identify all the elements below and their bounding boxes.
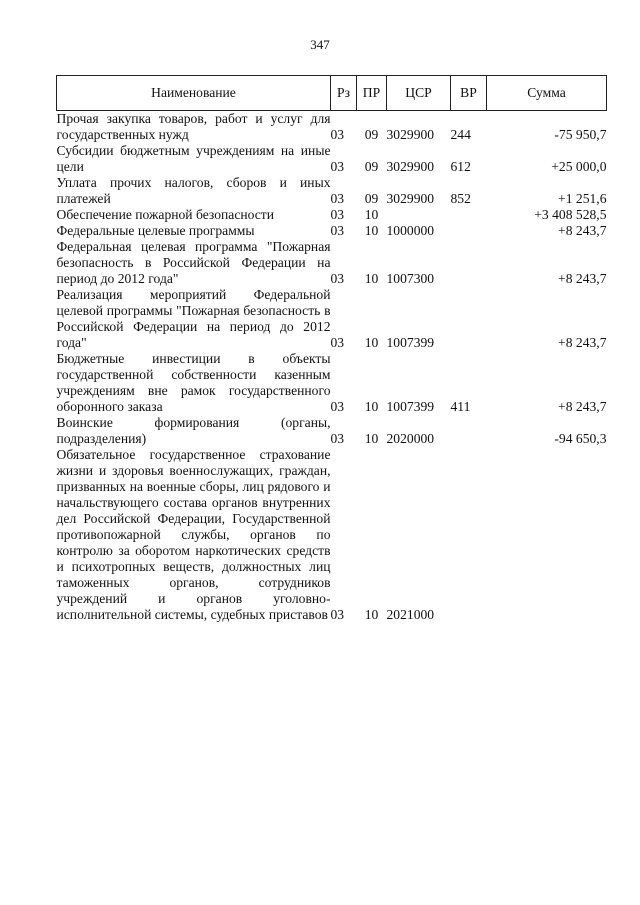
cell-vr xyxy=(451,447,487,623)
cell-name: Прочая закупка товаров, работ и услуг для государственных нужд xyxy=(56,111,331,142)
cell-name: Воинские формирования (органы, подразделения) xyxy=(56,415,331,446)
table-row xyxy=(57,111,607,144)
cell-pr: 09 xyxy=(364,159,379,174)
cell-pr: 10 xyxy=(364,607,379,622)
header-pr: ПР xyxy=(357,76,387,111)
cell-rz: 03 xyxy=(330,159,345,174)
header-sum: Сумма xyxy=(487,76,607,111)
cell-csr: 3029900 xyxy=(386,191,435,206)
cell-vr xyxy=(451,223,487,239)
cell-sum: +8 243,7 xyxy=(558,223,607,238)
cell-name: Обеспечение пожарной безопасности xyxy=(56,207,275,222)
cell-rz: 03 xyxy=(330,335,345,350)
cell-name: Федеральные целевые программы xyxy=(56,223,255,238)
table-row xyxy=(57,447,607,623)
cell-name: Субсидии бюджетным учреждениям на иные цели xyxy=(56,143,331,174)
cell-rz: 03 xyxy=(330,607,345,622)
cell-pr: 10 xyxy=(364,399,379,414)
header-vr: ВР xyxy=(451,76,487,111)
table-header xyxy=(57,76,607,111)
header-csr: ЦСР xyxy=(387,76,451,111)
cell-pr: 09 xyxy=(364,127,379,142)
cell-sum: +25 000,0 xyxy=(551,159,607,174)
cell-rz: 03 xyxy=(330,207,345,222)
cell-vr xyxy=(451,207,487,223)
cell-pr: 10 xyxy=(364,271,379,286)
cell-pr: 10 xyxy=(364,223,379,238)
cell-csr: 1007399 xyxy=(386,335,435,350)
cell-name: Бюджетные инвестиции в объекты государственной собственности казенным учреждениям вне рамок государственного оборонного заказа xyxy=(56,351,331,414)
table-body xyxy=(57,111,607,624)
cell-csr: 2020000 xyxy=(386,431,435,446)
cell-name: Федеральная целевая программа "Пожарная безопасность в Российской Федерации на период до 2012 года" xyxy=(56,239,331,286)
cell-csr: 2021000 xyxy=(386,607,435,622)
cell-vr: 411 xyxy=(450,399,471,414)
cell-rz: 03 xyxy=(330,191,345,206)
table-row xyxy=(57,415,607,447)
cell-rz: 03 xyxy=(330,127,345,142)
cell-rz: 03 xyxy=(330,223,345,238)
cell-vr: 244 xyxy=(450,127,471,142)
cell-rz: 03 xyxy=(330,431,345,446)
cell-sum xyxy=(487,447,607,623)
cell-vr: 852 xyxy=(450,191,471,206)
cell-csr xyxy=(387,207,451,223)
page-number: 347 xyxy=(310,37,330,52)
header-name: Наименование xyxy=(57,76,331,111)
cell-sum: -75 950,7 xyxy=(554,127,607,142)
cell-sum: +8 243,7 xyxy=(558,271,607,286)
cell-pr: 09 xyxy=(364,191,379,206)
header-rz: Рз xyxy=(331,76,357,111)
cell-pr: 10 xyxy=(364,335,379,350)
table-row xyxy=(57,143,607,175)
cell-pr: 10 xyxy=(364,431,379,446)
cell-pr: 10 xyxy=(364,207,379,222)
cell-csr: 1007300 xyxy=(386,271,435,286)
cell-csr: 1000000 xyxy=(386,223,435,238)
cell-name: Уплата прочих налогов, сборов и иных платежей xyxy=(56,175,331,206)
table-row xyxy=(57,175,607,207)
cell-sum: +8 243,7 xyxy=(558,335,607,350)
cell-csr: 3029900 xyxy=(386,159,435,174)
cell-name: Реализация мероприятий Федеральной целевой программы "Пожарная безопасность в Российской Федерации на период до 2012 года" xyxy=(56,287,331,350)
cell-name: Обязательное государственное страхование жизни и здоровья военнослужащих, граждан, призванных на военные сборы, лиц рядового и начальствующего состава органов внутренних дел Российской Федерации, Государственной противопожарной службы, органов по контролю за оборотом наркотических средств и психотропных веществ, должностных лиц таможенных органов, сотрудников учреждений и органов уголовно-исполнительной системы, судебных приставов xyxy=(56,447,331,622)
table-row xyxy=(57,239,607,287)
cell-sum: +3 408 528,5 xyxy=(534,207,607,222)
cell-rz: 03 xyxy=(330,271,345,286)
table-row xyxy=(57,351,607,415)
budget-table xyxy=(56,75,607,623)
table-row xyxy=(57,207,607,223)
cell-rz: 03 xyxy=(330,399,345,414)
cell-sum: +8 243,7 xyxy=(558,399,607,414)
cell-vr xyxy=(451,415,487,447)
cell-vr: 612 xyxy=(450,159,471,174)
cell-csr: 3029900 xyxy=(386,127,435,142)
table-row xyxy=(57,223,607,239)
cell-csr: 1007399 xyxy=(386,399,435,414)
cell-sum: +1 251,6 xyxy=(558,191,607,206)
cell-sum: -94 650,3 xyxy=(554,431,607,446)
cell-vr xyxy=(451,239,487,287)
table-row xyxy=(57,287,607,351)
cell-vr xyxy=(451,287,487,351)
